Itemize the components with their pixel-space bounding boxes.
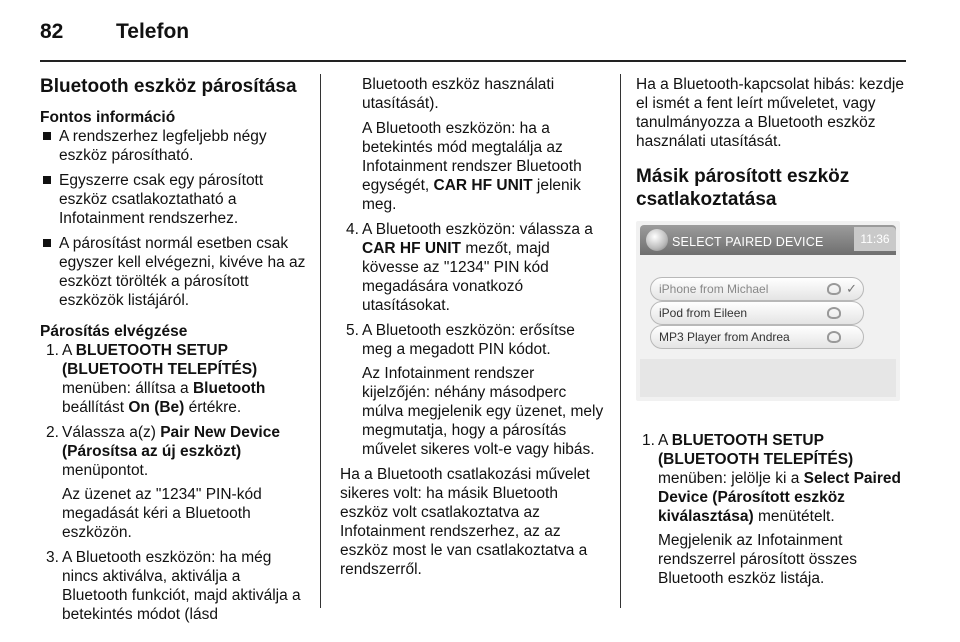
screen-title: SELECT PAIRED DEVICE — [672, 235, 824, 249]
section-title-pairing: Bluetooth eszköz párosítása — [40, 76, 297, 97]
screen-bottom-area — [640, 359, 896, 397]
pairing-steps-heading: Párosítás elvégzése — [40, 323, 188, 340]
step-5: 5. A Bluetooth eszközön: erősítse meg a megadott PIN kódot. Az Infotainment rendszer kijelzőjén: néhány másodperc múlva megjelenik egy üzenet, mely megmutatja, hogy a párosítás művelet sikeres volt-e vagy hibás. — [340, 321, 606, 459]
step-1: 1. A BLUETOOTH SETUP (BLUETOOTH TELEPÍTÉS) menüben: állítsa a Bluetooth beállítást On (Be) értékre. — [46, 342, 266, 416]
column-divider-2 — [620, 74, 621, 608]
bullet-square-icon — [43, 176, 51, 184]
list-item: A rendszerhez legfeljebb négy eszköz párosítható. — [40, 127, 306, 165]
header-rule — [40, 60, 906, 62]
important-info-heading: Fontos információ — [40, 109, 176, 126]
section-title-connect-other: Másik párosított eszköz csatlakoztatása — [636, 166, 850, 210]
list-item: Egyszerre csak egy párosított eszköz csatlakoztatható a Infotainment rendszerhez. — [40, 171, 306, 228]
pairing-steps-list — [40, 341, 306, 624]
device-icon — [827, 331, 841, 343]
step-3-note: A Bluetooth eszközön: ha a betekintés mód megtalálja az Infotainment rendszer Bluetooth egységét, CAR HF UNIT jelenik meg. — [362, 120, 582, 213]
column-divider-1 — [320, 74, 321, 608]
checkmark-icon: ✓ — [846, 281, 857, 296]
step-1: 1. A BLUETOOTH SETUP (BLUETOOTH TELEPÍTÉS) menüben: jelölje ki a Select Paired Device (Párosított eszköz kiválasztása) menütételt. Megjelenik az Infotainment rendszerrel párosított összes Bluetooth eszköz listája. — [636, 431, 904, 588]
success-paragraph: Ha a Bluetooth csatlakozási művelet sikeres volt: ha másik Bluetooth eszköz volt csatlakoztatva az Infotainment rendszerhez, az az eszköz most le van csatlakoztatva a rendszerről. — [340, 466, 590, 578]
page-header — [40, 20, 189, 46]
device-item-mp3[interactable]: MP3 Player from Andrea — [650, 325, 864, 349]
phone-icon — [827, 283, 841, 295]
device-item-iphone[interactable]: iPhone from Michael ✓ — [650, 277, 864, 301]
column-3 — [636, 75, 904, 594]
screen-clock: 11:36 — [854, 227, 896, 251]
step-1-note: Megjelenik az Infotainment rendszerrel párosított összes Bluetooth eszköz listája. — [658, 532, 858, 587]
bullet-square-icon — [43, 132, 51, 140]
important-info-list — [40, 127, 306, 310]
step-2-note: Az üzenet az "1234" PIN-kód megadását kéri a Bluetooth eszközön. — [62, 486, 262, 541]
step-2: 2. Válassza a(z) Pair New Device (Párosítsa az új eszközt) menüpontot. Az üzenet az "1234" PIN-kód megadását kéri a Bluetooth eszközön. — [40, 423, 306, 542]
page-number: 82 — [40, 20, 64, 43]
pairing-steps-list-cont — [340, 220, 606, 459]
device-item-ipod[interactable]: iPod from Eileen — [650, 301, 864, 325]
screen-title-bar — [640, 225, 896, 255]
device-screen-image — [636, 221, 900, 401]
bluetooth-menu-icon — [646, 229, 668, 251]
column-1 — [40, 75, 306, 630]
connect-steps-list — [636, 431, 904, 588]
chapter-title: Telefon — [116, 20, 190, 43]
list-item: A párosítást normál esetben csak egyszer kell elvégezni, kivéve ha az eszközt törölték a párosított eszközök listájáról. — [40, 234, 306, 310]
step-4: 4. A Bluetooth eszközön: válassza a CAR HF UNIT mezőt, majd kövesse az "1234" PIN kód megadására vonatkozó utasításokat. — [346, 221, 593, 314]
failure-paragraph: Ha a Bluetooth-kapcsolat hibás: kezdje el ismét a fent leírt műveletet, vagy tanulmányozza a Bluetooth eszköz használati utasítását. — [636, 76, 904, 150]
step-3: 3. A Bluetooth eszközön: ha még nincs aktiválva, aktiválja a Bluetooth funkciót, majd aktiválja a betekintés módot (lásd — [46, 549, 301, 623]
bullet-square-icon — [43, 239, 51, 247]
column-2 — [340, 75, 606, 587]
device-icon — [827, 307, 841, 319]
step-5-note: Az Infotainment rendszer kijelzőjén: néhány másodperc múlva megjelenik egy üzenet, mely megmutatja, hogy a párosítás művelet sikeres volt-e vagy hibás. — [362, 365, 604, 458]
step-3-continuation: Bluetooth eszköz használati utasítását). — [362, 76, 555, 112]
